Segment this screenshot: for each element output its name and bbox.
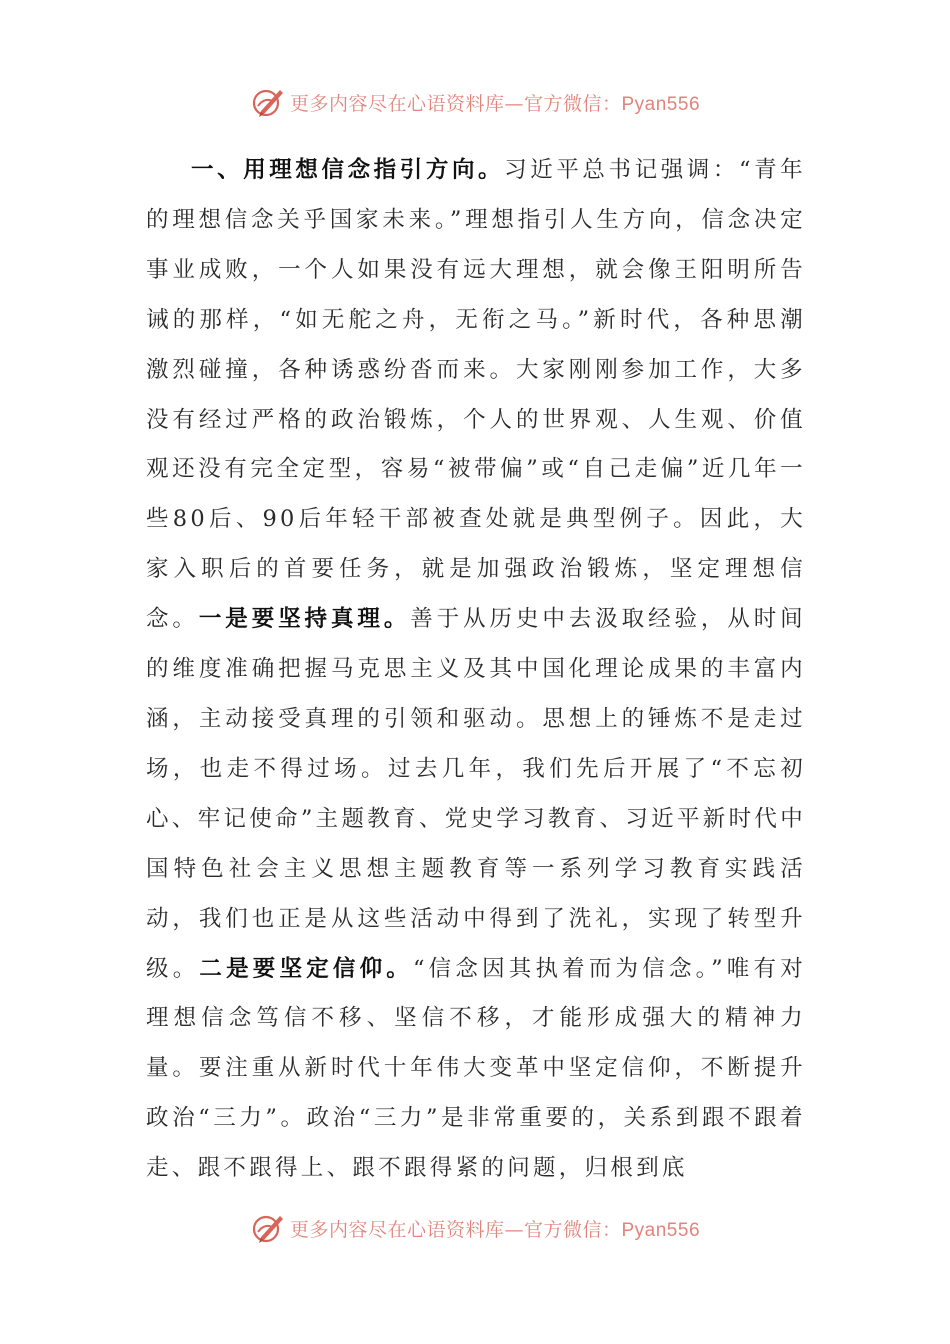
heading-point-two: 二是要坚定信仰。 [199, 955, 413, 982]
watermark-footer-id: Pyan556 [621, 1219, 701, 1241]
watermark-footer [0, 1208, 950, 1248]
watermark-header-text: 更多内容尽在心语资料库—官方微信： [289, 92, 622, 115]
body-paragraph [146, 146, 806, 1194]
watermark-footer-text: 更多内容尽在心语资料库—官方微信： [289, 1218, 622, 1241]
watermark-header-id: Pyan556 [621, 93, 701, 115]
heading-point-one: 一是要坚持真理。 [198, 606, 411, 633]
body-text-segment-1: 习近平总书记强调：“青年的理想信念关乎国家未来。”理想指引人生方向，信念决定事业成败，一个人如果没有远大理想，就会像王阳明所告诫的那样，“如无舵之舟，无衔之马。”新时代，各种思潮激烈碰撞，各种诱惑纷沓而来。大家刚刚参加工作，大多没有经过严格的政治锻炼，个人的世界观、人生观、价值观还没有完全定型，容易“被带偏”或“自己走偏”近几年一些80后、90后年轻干部被查处就是典型例子。因此，大家入职后的首要任务，就是加强政治锻炼，坚定理想信念。 [146, 157, 806, 633]
body-text-segment-2: 善于从历史中去汲取经验，从时间的维度准确把握马克思主义及其中国化理论成果的丰富内涵，主动接受真理的引领和驱动。思想上的锤炼不是走过场，也走不得过场。过去几年，我们先后开展了“不忘初心、牢记使命”主题教育、党史学习教育、习近平新时代中国特色社会主义思想主题教育等一系列学习教育实践活动，我们也正是从这些活动中得到了洗礼，实现了转型升级。 [146, 606, 806, 982]
pen-logo-icon [250, 1210, 286, 1246]
pen-logo-icon [250, 84, 286, 120]
watermark-header [0, 82, 950, 122]
body-text-segment-3: “信念因其执着而为信念。”唯有对理想信念笃信不移、坚信不移，才能形成强大的精神力量。要注重从新时代十年伟大变革中坚定信仰，不断提升政治“三力”。政治“三力”是非常重要的，关系到跟不跟着走、跟不跟得上、跟不跟得紧的问题，归根到底 [146, 955, 806, 1182]
heading-section-one: 一、用理想信念指引方向。 [191, 157, 505, 183]
